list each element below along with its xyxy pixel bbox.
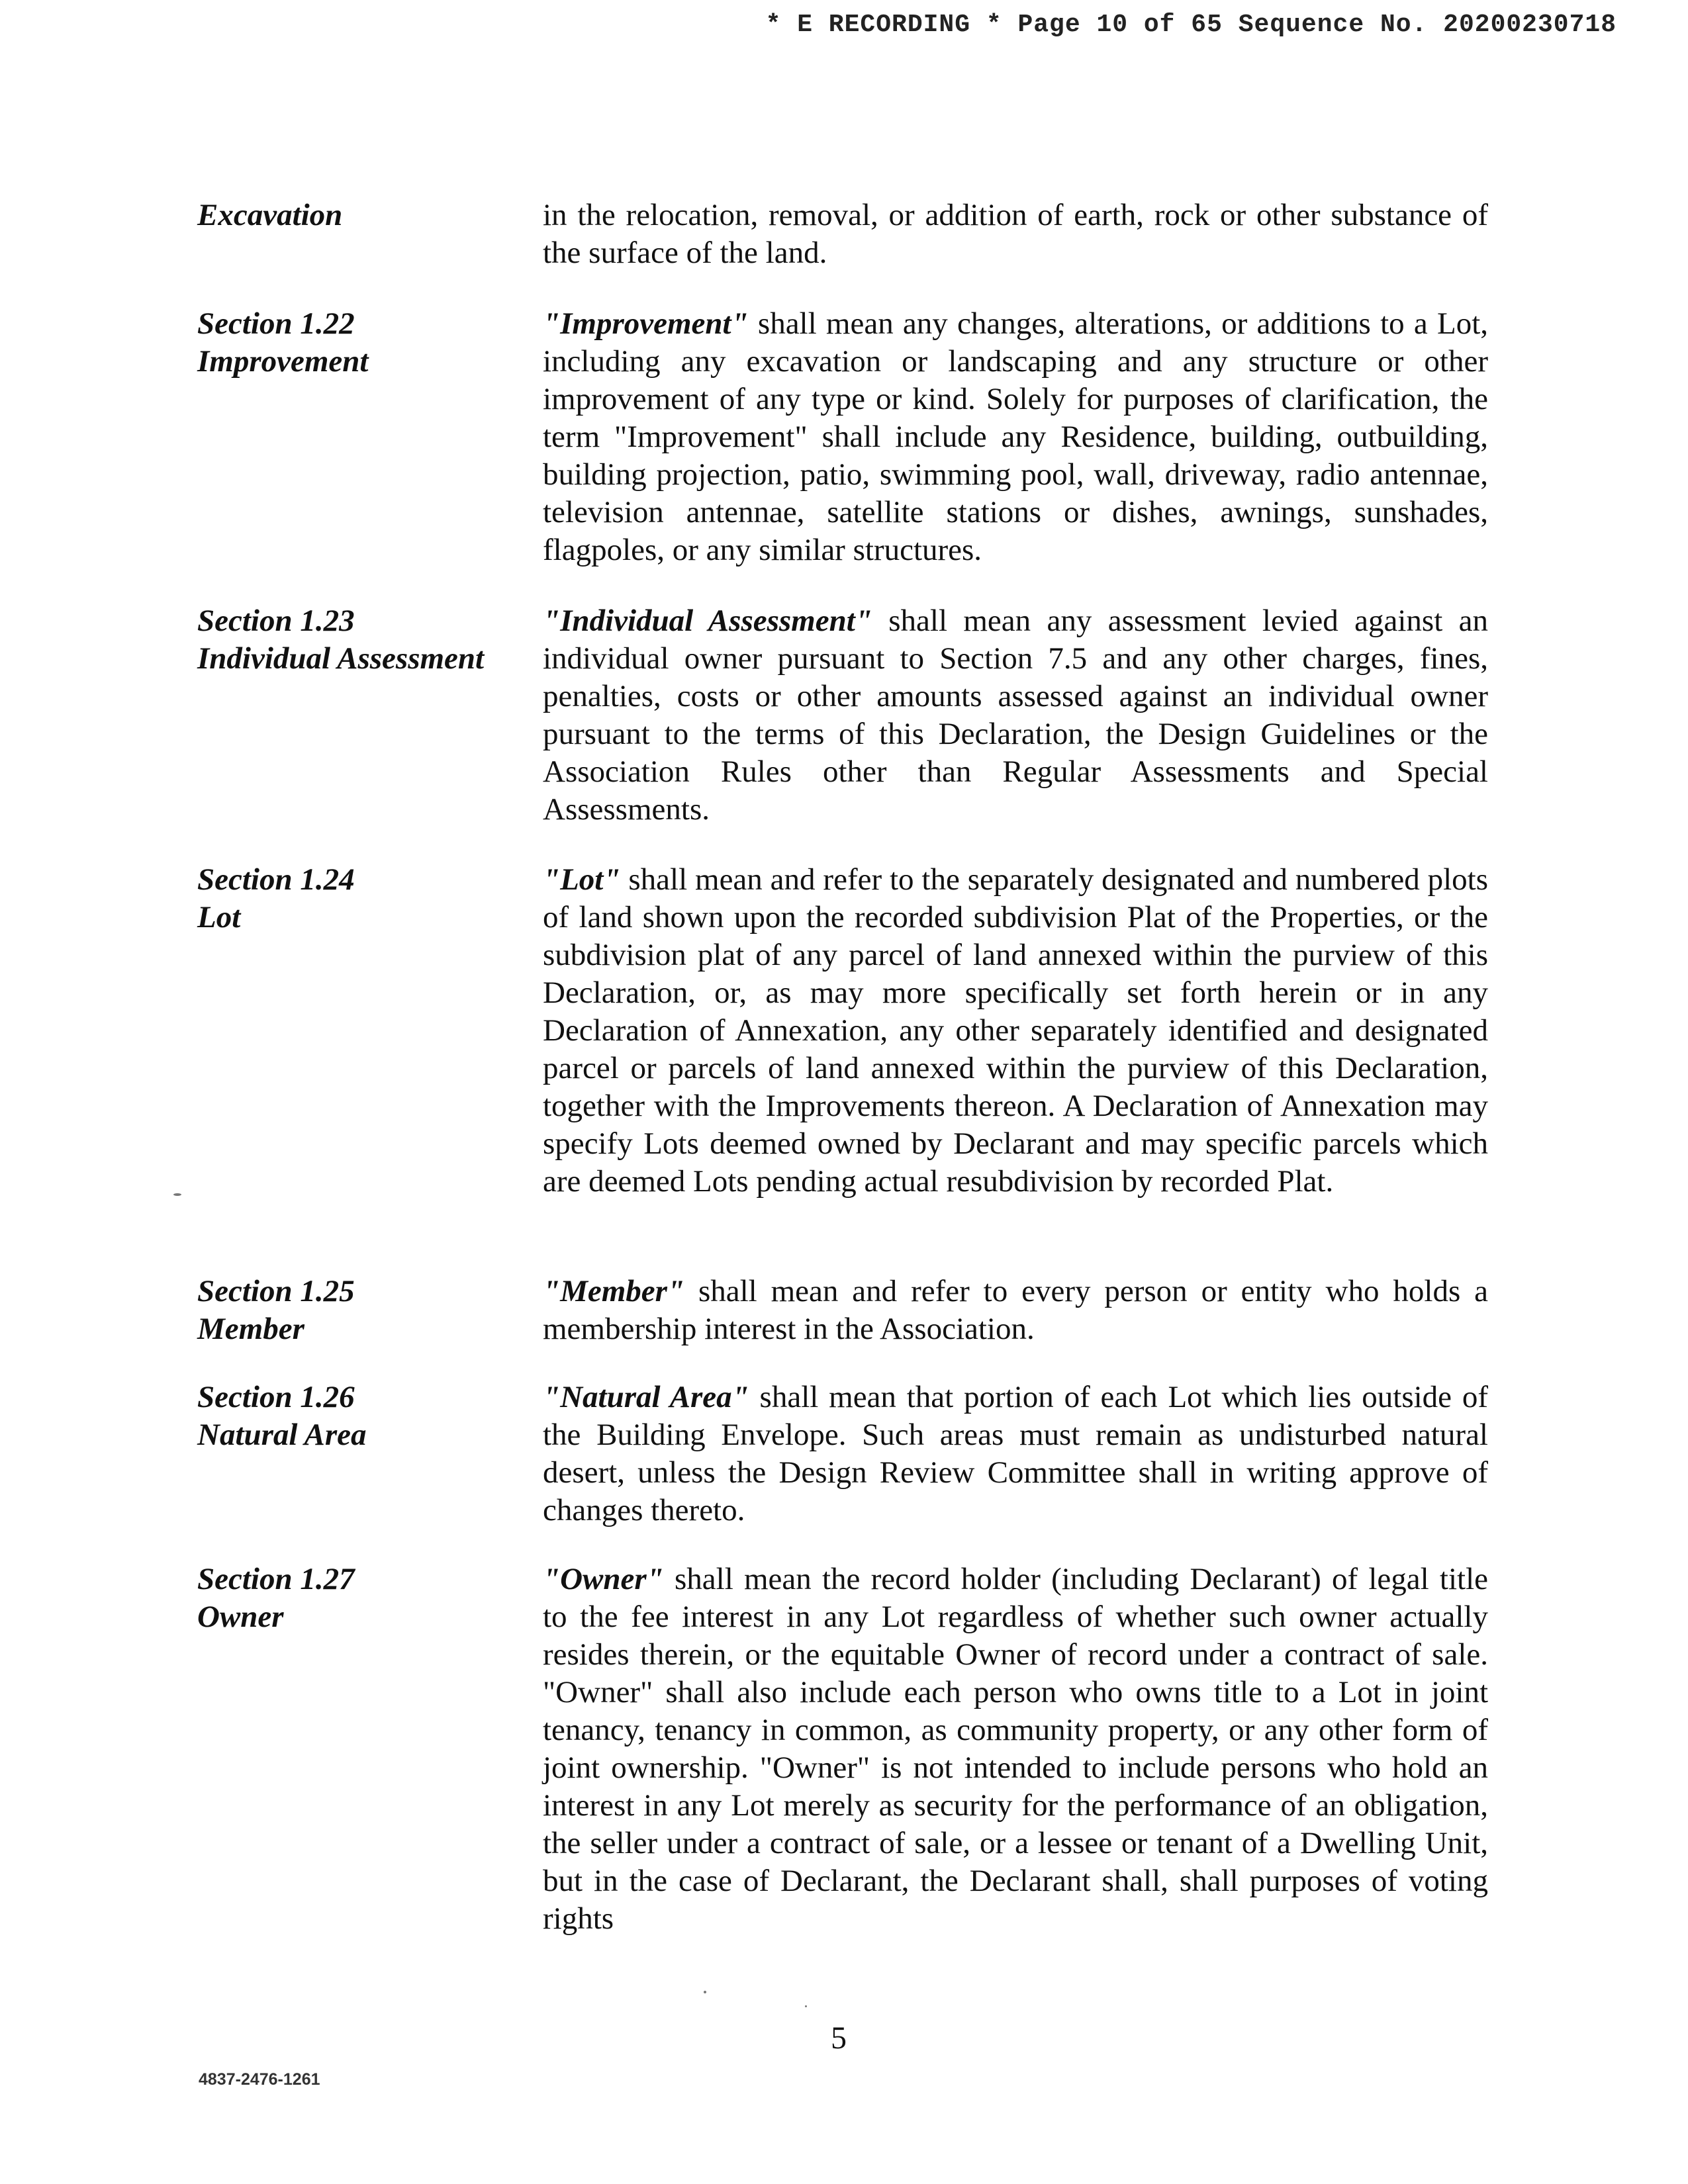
scan-speck: [173, 1193, 181, 1196]
definition-text: [543, 1273, 1488, 1348]
document-id: 4837-2476-1261: [199, 2070, 320, 2089]
section-number: Section 1.25: [197, 1274, 355, 1308]
definition-body: shall mean any assessment levied against an individual owner pursuant to Section 7.5 and any other charges, fines, penalties, costs or other amounts assessed against an individual owner pursuant to the terms of this Declaration, the Design Guidelines or the Association Rules other than Regular Assessments and Special Assessments.: [543, 604, 1488, 827]
defined-term: "Member": [543, 1274, 685, 1308]
section-title: Owner: [197, 1600, 284, 1634]
definition-text: [543, 602, 1488, 829]
section-title: Improvement: [197, 344, 369, 379]
section-label: [197, 1273, 515, 1348]
section-label: [197, 305, 515, 381]
definition-body: shall mean and refer to every person or entity who holds a membership interest in the Association.: [543, 1274, 1488, 1346]
section-label: [197, 1561, 515, 1636]
recording-header: * E RECORDING * Page 10 of 65 Sequence No. 20200230718: [765, 11, 1617, 39]
definition-text: [543, 1561, 1488, 1938]
definition-body: shall mean that portion of each Lot which lies outside of the Building Envelope. Such areas must remain as undisturbed natural desert, unless the Design Review Committee shall in writing approve of changes thereto.: [543, 1380, 1488, 1527]
defined-term: "Lot": [543, 862, 621, 897]
defined-term: "Individual Assessment": [543, 604, 872, 638]
definition-body: shall mean any changes, alterations, or additions to a Lot, including any excavation or landscaping and any structure or other improvement of any type or kind. Solely for purposes of clarification, the term "Improvement" shall include any Residence, building, outbuilding, building projection, patio, swimming pool, wall, driveway, radio antennae, television antennae, satellite stations or dishes, awnings, sunshades, flagpoles, or any similar structures.: [543, 306, 1488, 567]
defined-term: "Improvement": [543, 306, 749, 341]
section-number: Section 1.27: [197, 1562, 355, 1596]
section-number: Section 1.26: [197, 1380, 355, 1414]
section-label: [197, 1379, 515, 1454]
defined-term: "Natural Area": [543, 1380, 749, 1414]
section-number: Section 1.23: [197, 604, 355, 638]
scan-speck: [805, 2005, 807, 2007]
definition-text: [543, 861, 1488, 1201]
section-number: Section 1.24: [197, 862, 355, 897]
section-label: [197, 602, 515, 678]
section-number: Section 1.22: [197, 306, 355, 341]
definition-body: shall mean the record holder (including Declarant) of legal title to the fee interest in any Lot regardless of whether such owner actually resides therein, or the equitable Owner of record under a contract of sale. "Owner" shall also include each person who owns title to a Lot in joint tenancy, tenancy in common, as community property, or any other form of joint ownership. "Owner" is not intended to include persons who hold an interest in any Lot merely as security for the performance of an obligation, the seller under a contract of sale, or a lessee or tenant of a Dwelling Unit, but in the case of Declarant, the Declarant shall, shall purposes of voting rights: [543, 1562, 1488, 1936]
page-number: 5: [831, 2021, 847, 2056]
section-title: Lot: [197, 900, 241, 934]
definition-body: in the relocation, removal, or addition of earth, rock or other substance of the surface of the land.: [543, 198, 1488, 270]
definition-text: [543, 1379, 1488, 1529]
definition-body: shall mean and refer to the separately designated and numbered plots of land shown upon the recorded subdivision Plat of the Properties, or the subdivision plat of any parcel of land annexed within the purview of this Declaration, or, as may more specifically set forth herein or in any Declaration of Annexation, any other separately identified and designated parcel or parcels of land annexed within the purview of this Declaration, together with the Improvements thereon. A Declaration of Annexation may specify Lots deemed owned by Declarant and may specific parcels which are deemed Lots pending actual resubdivision by recorded Plat.: [543, 862, 1488, 1199]
section-title: Individual Assessment: [197, 641, 485, 676]
defined-term: "Owner": [543, 1562, 664, 1596]
definition-text: [543, 197, 1488, 272]
section-title: Natural Area: [197, 1418, 367, 1452]
section-title: Member: [197, 1312, 305, 1346]
section-label-line: Excavation: [197, 198, 343, 232]
scan-speck: [704, 1991, 706, 1993]
section-label: [197, 861, 515, 936]
definition-text: [543, 305, 1488, 569]
section-label: [197, 197, 515, 234]
